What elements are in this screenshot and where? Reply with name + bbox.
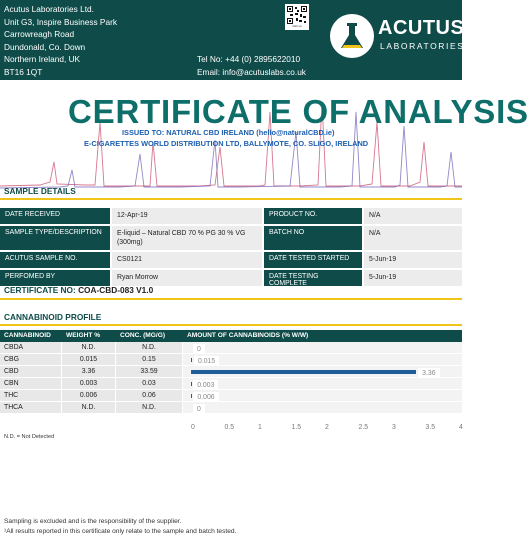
sample-details-heading: SAMPLE DETAILS xyxy=(4,186,76,196)
table-row xyxy=(0,402,462,414)
axis-tick-label: 3.5 xyxy=(425,424,436,431)
bar-cell xyxy=(183,402,462,413)
sample-details-table xyxy=(0,208,462,288)
table-row xyxy=(0,342,462,354)
field-label: DATE RECEIVED xyxy=(0,208,110,224)
logo-subtitle: LABORATORIES xyxy=(380,41,465,51)
field-label: PRODUCT NO. xyxy=(264,208,362,224)
table-row xyxy=(0,208,462,224)
column-header: CONC. (MG/G) xyxy=(120,332,166,339)
cannabinoid-name: THC xyxy=(0,390,62,401)
table-row xyxy=(0,252,462,268)
column-header: CANNABINOID xyxy=(4,332,51,339)
bar-data-label: 0.003 xyxy=(193,380,218,391)
axis-tick-label: 0 xyxy=(191,424,195,431)
weight-percent: 0.015 xyxy=(62,354,116,365)
bar-data-label: 0.006 xyxy=(193,392,218,403)
axis-tick-label: 2.5 xyxy=(358,424,369,431)
chart-x-axis xyxy=(186,424,462,436)
table-body xyxy=(0,342,462,414)
section-divider xyxy=(0,324,462,326)
bar-cell xyxy=(183,354,462,365)
section-divider xyxy=(0,198,462,200)
cannabinoid-name: CBN xyxy=(0,378,62,389)
bar-data-label: 0.015 xyxy=(194,356,219,367)
concentration: N.D. xyxy=(116,402,183,413)
address-line: Northern Ireland, UK xyxy=(4,54,81,65)
certificate-label: CERTIFICATE NO: xyxy=(4,285,76,295)
cannabinoid-table xyxy=(0,330,462,414)
weight-percent: 3.36 xyxy=(62,366,116,377)
axis-tick-label: 4 xyxy=(459,424,463,431)
field-value: Ryan Morrow xyxy=(112,270,262,286)
cannabinoid-name: CBDA xyxy=(0,342,62,353)
concentration: 0.03 xyxy=(116,378,183,389)
bar-data-label: 3.36 xyxy=(418,368,439,379)
qr-code[interactable] xyxy=(285,4,309,30)
concentration: 0.15 xyxy=(116,354,183,365)
address-line: Carrowreagh Road xyxy=(4,29,75,40)
issued-to-address: E-CIGARETTES WORLD DISTRIBUTION LTD, BALLYMOTE, CO. SLIGO, IRELAND xyxy=(84,139,369,148)
logo-wordmark: ACUTUS xyxy=(378,17,465,39)
axis-tick-label: 1 xyxy=(258,424,262,431)
logo-flask-icon xyxy=(330,14,374,58)
telephone: Tel No: +44 (0) 2895622010 xyxy=(197,54,301,64)
field-value: 12-Apr-19 xyxy=(112,208,262,224)
field-label: DATE TESTED STARTED xyxy=(264,252,362,268)
table-row xyxy=(0,366,462,378)
cannabinoid-profile-heading: CANNABINOID PROFILE xyxy=(4,312,102,322)
bar-cell xyxy=(183,366,462,377)
table-header xyxy=(0,330,462,342)
field-value: 5-Jun-19 xyxy=(364,252,462,268)
email-link[interactable]: Email: info@acutuslabs.co.uk xyxy=(197,66,306,77)
issued-to: ISSUED TO: NATURAL CBD IRELAND (hello@naturalCBD.ie) xyxy=(122,128,335,137)
nd-note: N.D. = Not Detected xyxy=(4,434,55,440)
axis-tick-label: 1.5 xyxy=(291,424,302,431)
bar-data-label: 0 xyxy=(193,344,205,355)
column-header: AMOUNT OF CANNABINOIDS (% W/W) xyxy=(187,332,309,339)
weight-percent: 0.003 xyxy=(62,378,116,389)
field-value: N/A xyxy=(364,226,462,250)
header-band xyxy=(0,0,465,80)
address-line: Unit G3, Inspire Business Park xyxy=(4,16,117,27)
contact-info xyxy=(197,53,306,78)
table-row xyxy=(0,378,462,390)
footer-line: Sampling is excluded and is the responsibility of the supplier. xyxy=(4,518,182,525)
column-header: WEIGHT % xyxy=(66,332,101,339)
certificate-value: COA-CBD-083 V1.0 xyxy=(78,285,154,295)
field-value: N/A xyxy=(364,208,462,224)
chart-bar xyxy=(191,358,192,362)
table-row xyxy=(0,226,462,250)
axis-tick-label: 2 xyxy=(325,424,329,431)
field-value: E-liquid – Natural CBD 70 % PG 30 % VG (300mg) xyxy=(112,226,262,250)
section-divider xyxy=(0,298,462,300)
certificate-number xyxy=(4,285,153,295)
bar-cell xyxy=(183,342,462,353)
qr-code-icon xyxy=(287,6,307,24)
concentration: N.D. xyxy=(116,342,183,353)
field-label: BATCH NO xyxy=(264,226,362,250)
table-row xyxy=(0,390,462,402)
flask-icon xyxy=(330,14,374,58)
cannabinoid-name: CBG xyxy=(0,354,62,365)
field-value: CS0121 xyxy=(112,252,262,268)
field-label: SAMPLE TYPE/DESCRIPTION xyxy=(0,226,110,250)
cannabinoid-name: CBD xyxy=(0,366,62,377)
weight-percent: N.D. xyxy=(62,402,116,413)
address-line: BT16 1QT xyxy=(4,66,43,77)
address-line: Acutus Laboratories Ltd. xyxy=(4,4,94,14)
weight-percent: N.D. xyxy=(62,342,116,353)
bar-cell xyxy=(183,378,462,389)
chart-bar xyxy=(191,382,192,386)
address-line: Dundonald, Co. Down xyxy=(4,41,86,52)
axis-tick-label: 0.5 xyxy=(224,424,235,431)
table-row xyxy=(0,270,462,286)
field-label: PERFOMED BY xyxy=(0,270,110,286)
concentration: 0.06 xyxy=(116,390,183,401)
table-row xyxy=(0,354,462,366)
chart-bar xyxy=(191,394,192,398)
footer-line: ¹All results reported in this certificate only relate to the sample and batch tested. xyxy=(4,528,237,535)
field-value: 5-Jun-19 xyxy=(364,270,462,286)
field-label: ACUTUS SAMPLE NO. xyxy=(0,252,110,268)
bar-data-label: 0 xyxy=(193,404,205,415)
cannabinoid-name: THCA xyxy=(0,402,62,413)
field-label: DATE TESTING COMPLETE xyxy=(264,270,362,286)
document-title: CERTIFICATE OF ANALYSIS xyxy=(68,93,529,130)
footer-notes xyxy=(4,517,236,537)
axis-tick-label: 3 xyxy=(392,424,396,431)
bar-cell xyxy=(183,390,462,401)
weight-percent: 0.006 xyxy=(62,390,116,401)
qr-caption: Visit us xyxy=(292,24,302,28)
chart-bar xyxy=(191,370,416,374)
company-address xyxy=(4,3,117,79)
concentration: 33.59 xyxy=(116,366,183,377)
